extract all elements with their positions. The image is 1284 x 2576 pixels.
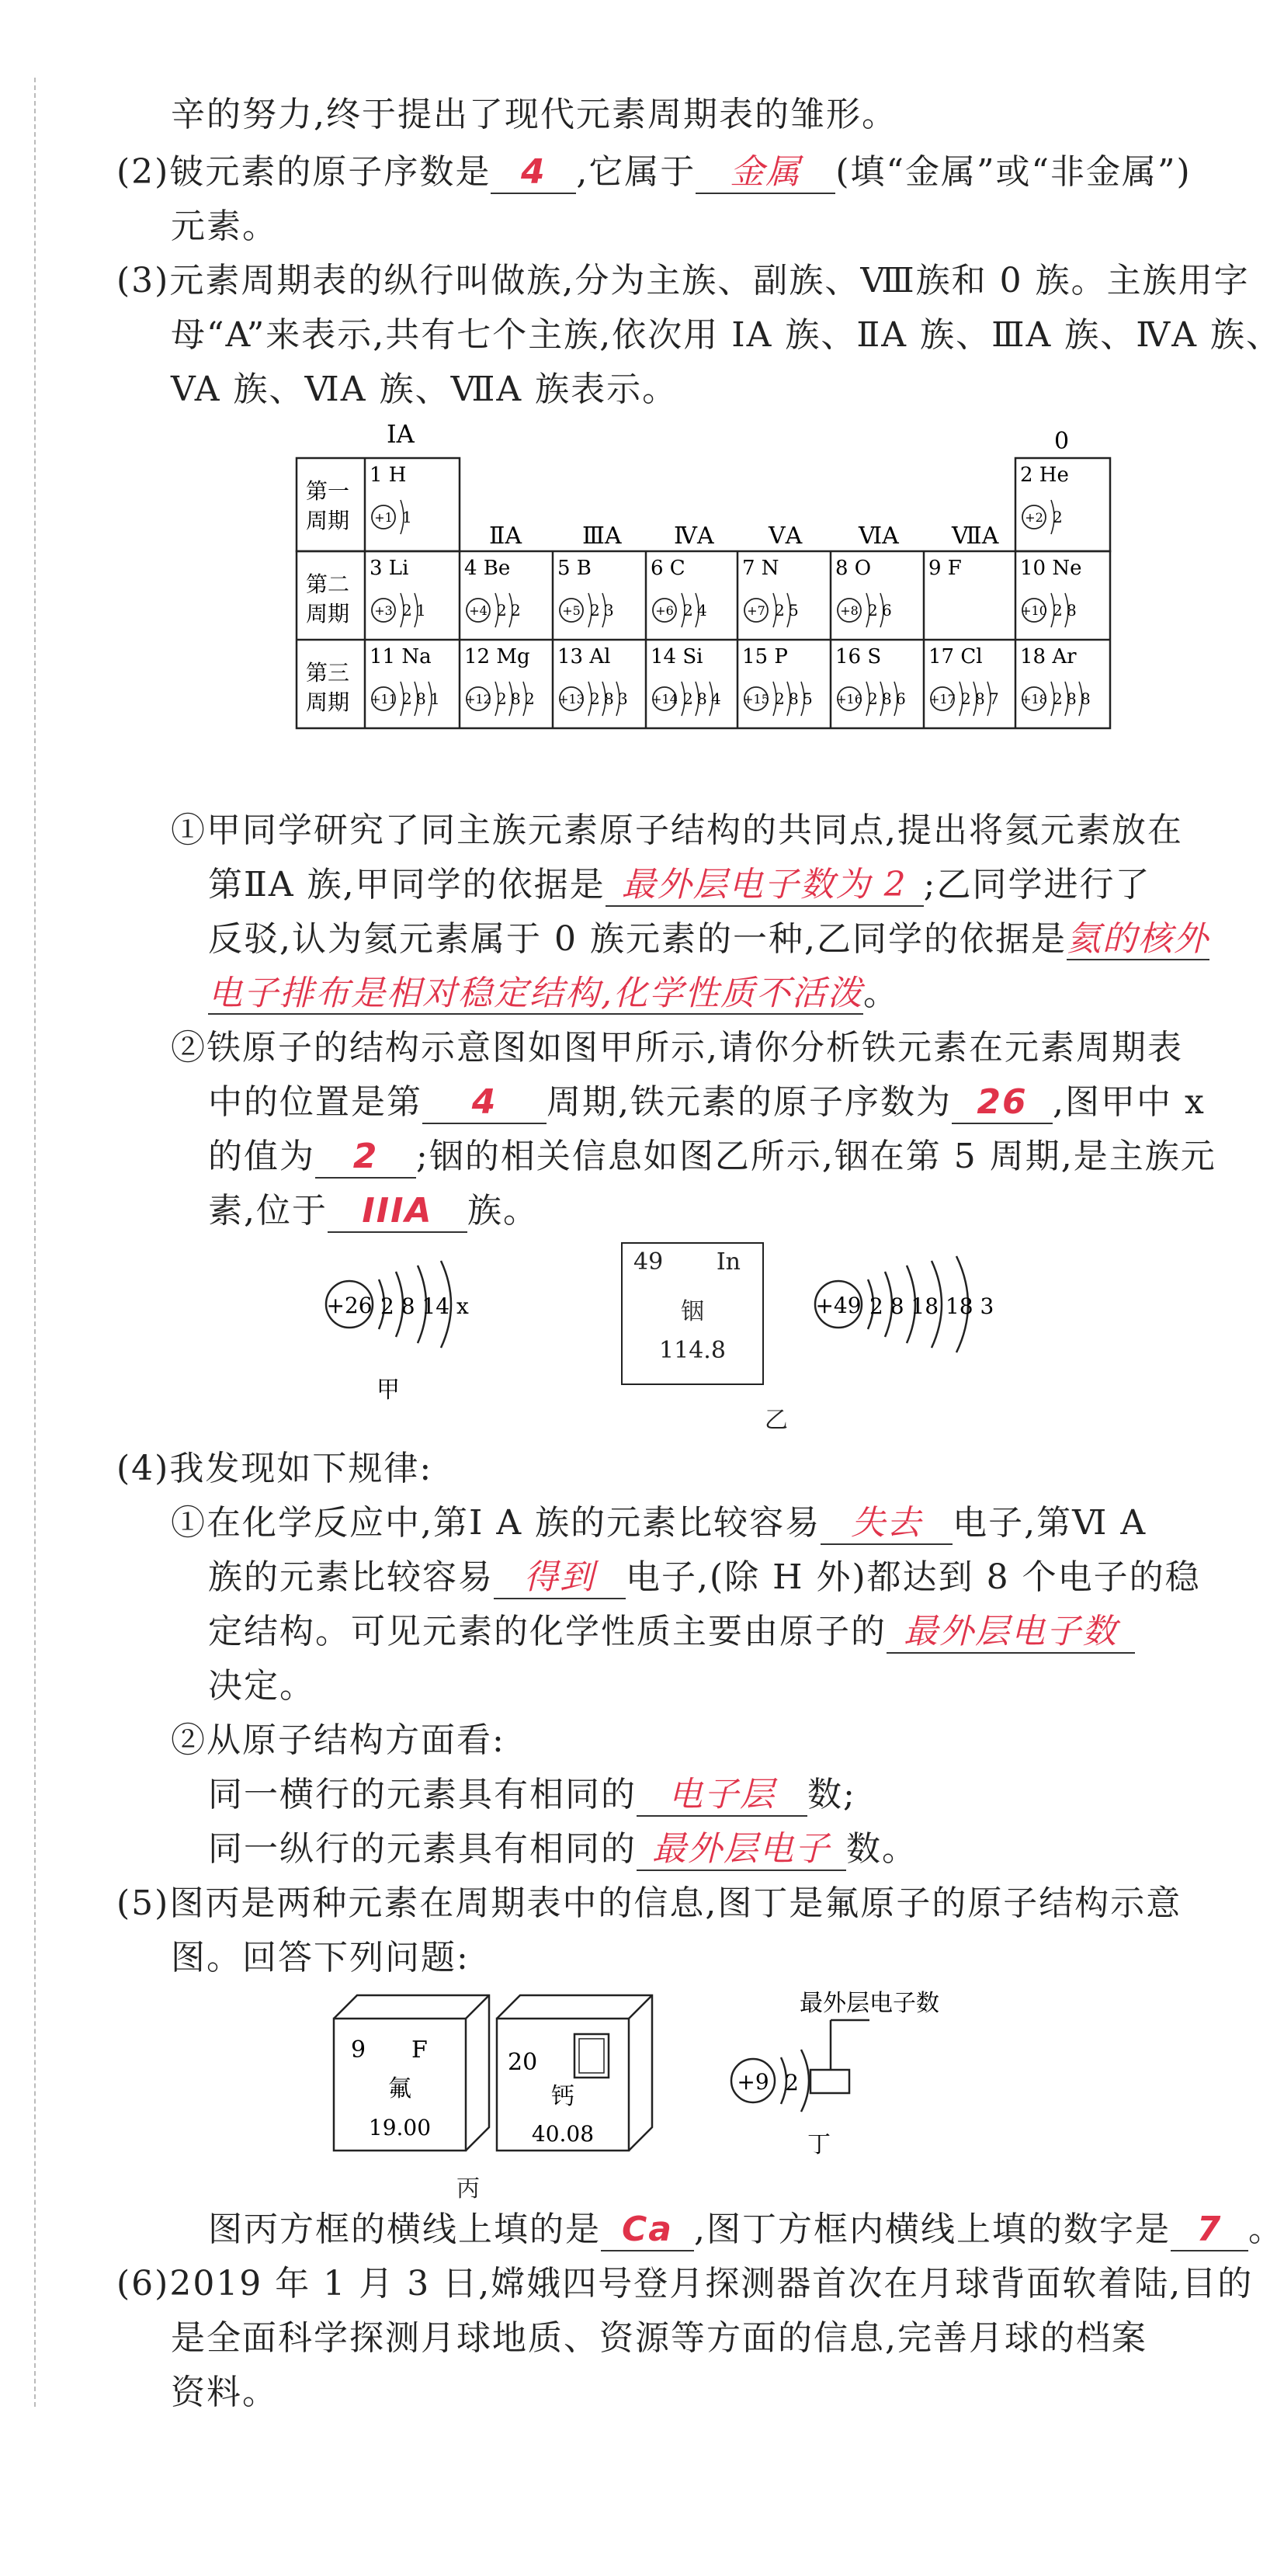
nucleus-charge: +15 — [743, 692, 769, 706]
nucleus-charge: +6 — [655, 603, 674, 618]
q3-2-text: ,图甲中 x — [1053, 1082, 1206, 1122]
shell-electron-count: 2 — [402, 689, 412, 708]
q5-number: (5) — [116, 1883, 170, 1923]
shell-electron-count: 8 — [882, 689, 892, 708]
shell-electron-count: 3 — [604, 601, 614, 620]
group-IIA-label: ⅡA — [489, 522, 522, 550]
shell-electron-count: 5 — [789, 601, 799, 620]
element-label: 13 Al — [557, 645, 611, 668]
element-label: 7 N — [742, 557, 779, 580]
q5-answer-line — [208, 2206, 1284, 2253]
nucleus-charge: +16 — [836, 692, 862, 706]
element-label: 17 Cl — [928, 645, 983, 668]
q3-1-answer-2a[interactable]: 氦的核外 — [1066, 919, 1209, 959]
q2-text: ,它属于 — [576, 152, 696, 192]
q5-answer-2[interactable]: 7 — [1171, 2210, 1248, 2251]
q4-1-line-4: 决定。 — [208, 1666, 315, 1706]
q3-line-2: 母“A”来表示,共有七个主族,依次用 IA 族、ⅡA 族、ⅢA 族、ⅣA 族、 — [171, 315, 1282, 355]
shell-electron-count: 8 — [789, 689, 799, 708]
q6-line-1: 2019 年 1 月 3 日,嫦娥四号登月探测器首次在月球背面软着陆,目的 — [169, 2264, 1254, 2303]
q3-2-line-2 — [208, 1079, 1206, 1126]
q2-answer-1[interactable]: 4 — [491, 152, 576, 194]
shell-electron-count: 8 — [1081, 689, 1091, 708]
q3-2-text: ;铟的相关信息如图乙所示,铟在第 5 周期,是主族元 — [416, 1137, 1216, 1176]
q3-1-text: 甲同学研究了同主族元素原子结构的共同点,提出将氦元素放在 — [206, 811, 1183, 850]
group-VIIA-label: ⅦA — [952, 522, 999, 550]
periodic-table — [295, 411, 1164, 738]
calcium-number: 20 — [508, 2049, 538, 2076]
q3-2-text: 中的位置是第 — [208, 1082, 422, 1122]
q3-2-text: 铁原子的结构示意图如图甲所示,请你分析铁元素在元素周期表 — [206, 1028, 1183, 1068]
shell-electron-count: 2 — [525, 689, 535, 708]
q4-1-answer-3[interactable]: 最外层电子数 — [887, 1612, 1135, 1654]
question-5 — [116, 1880, 1182, 1927]
period-1-b: 周期 — [306, 508, 350, 533]
q2-line-2: 元素。 — [171, 207, 278, 246]
shell-electron-count: 2 — [683, 601, 693, 620]
q3-2-answer-1[interactable]: 4 — [422, 1082, 547, 1124]
period-labels — [306, 478, 349, 715]
fluorine-symbol: F — [411, 2036, 428, 2064]
shell-electron-count: 8 — [416, 689, 426, 708]
q4-2-mark: ② — [171, 1720, 206, 1760]
element-label: 18 Ar — [1020, 645, 1077, 668]
nucleus-charge: +7 — [747, 603, 765, 618]
q3-line-1: 元素周期表的纵行叫做族,分为主族、副族、Ⅷ族和 0 族。主族用字 — [169, 261, 1250, 300]
element-label: 12 Mg — [464, 645, 530, 668]
q3-1-answer-1[interactable]: 最外层电子数为 2 — [606, 865, 924, 907]
shell-electron-count: 2 — [868, 601, 878, 620]
shell-electron-count: 2 — [1053, 601, 1063, 620]
q2-text: (填“金属”或“非金属”) — [835, 152, 1192, 192]
q4-1-text: 族的元素比较容易 — [208, 1557, 494, 1597]
nucleus-charge: +18 — [1021, 692, 1047, 706]
nucleus-charge: +1 — [374, 510, 393, 525]
q3-2-text: 的值为 — [208, 1137, 315, 1176]
q4-2-text: 数; — [807, 1775, 856, 1814]
element-label: 14 Si — [651, 645, 703, 668]
period-2-b: 周期 — [306, 601, 350, 627]
q4-title: 我发现如下规律: — [169, 1449, 433, 1488]
iron-shells: 2 8 14 x — [380, 1293, 469, 1319]
q5-text: 图丙方框的横线上填的是 — [208, 2210, 601, 2249]
shell-electron-count: 2 — [1053, 689, 1063, 708]
q4-1-mark: ① — [171, 1503, 206, 1543]
fluorine-mass: 19.00 — [368, 2115, 432, 2140]
element-label: 6 C — [651, 557, 685, 580]
fluorine-inner-shell: 2 — [785, 2070, 799, 2095]
q4-sub-1 — [171, 1500, 1147, 1547]
shell-electron-count: 2 — [497, 601, 507, 620]
shell-electron-count: 1 — [402, 508, 412, 526]
period-3-a: 第三 — [306, 660, 350, 686]
q3-2-text: 素,位于 — [208, 1191, 328, 1231]
indium-element-box — [621, 1242, 764, 1385]
q3-1-text: 第ⅡA 族,甲同学的依据是 — [208, 865, 606, 904]
nucleus-charge: +8 — [840, 603, 859, 618]
q3-line-3: VA 族、ⅥA 族、ⅦA 族表示。 — [171, 370, 678, 409]
q5-line-1: 图丙是两种元素在周期表中的信息,图丁是氟原子的原子结构示意 — [169, 1883, 1182, 1923]
group-VIA-label: ⅥA — [859, 522, 899, 550]
q3-1-line-4 — [208, 970, 899, 1017]
element-label: 4 Be — [464, 557, 511, 580]
element-label: 15 P — [742, 645, 788, 668]
question-4 — [116, 1446, 432, 1492]
q3-sub-1 — [171, 807, 1183, 854]
nucleus-charge: +3 — [374, 603, 393, 618]
nucleus-charge: +12 — [465, 692, 491, 706]
q3-2-answer-4[interactable]: IIIA — [328, 1191, 467, 1233]
q3-2-line-3 — [208, 1134, 1216, 1180]
element-cells — [370, 463, 1091, 716]
shell-electron-count: 6 — [896, 689, 906, 708]
outer-electron-label: 最外层电子数 — [800, 1990, 939, 2017]
q4-2-answer-2[interactable]: 最外层电子 — [637, 1829, 846, 1871]
q4-1-answer-1[interactable]: 失去 — [821, 1503, 953, 1545]
nucleus-charge: +4 — [469, 603, 488, 618]
nucleus-charge: +10 — [1021, 603, 1047, 618]
nucleus-charge: +2 — [1025, 510, 1043, 525]
indium-atom-diagram — [807, 1227, 1009, 1405]
calcium-name: 钙 — [551, 2083, 574, 2110]
calcium-mass: 40.08 — [531, 2121, 595, 2147]
fluorine-number: 9 — [351, 2036, 366, 2064]
shell-electron-count: 2 — [497, 689, 507, 708]
q3-1-mark: ① — [171, 811, 206, 850]
caption-jia: 甲 — [377, 1377, 400, 1404]
indium-mass: 114.8 — [659, 1337, 726, 1364]
element-label: 11 Na — [370, 645, 432, 668]
period-1-a: 第一 — [306, 478, 350, 504]
nucleus-charge: +13 — [558, 692, 585, 706]
element-label: 5 B — [557, 557, 592, 580]
q3-1-answer-2b[interactable]: 电子排布是相对稳定结构,化学性质不活泼 — [208, 974, 863, 1013]
binding-margin — [34, 78, 36, 2407]
q3-2-text: 族。 — [467, 1191, 539, 1231]
q4-number: (4) — [116, 1449, 170, 1488]
q4-sub-2 — [171, 1717, 505, 1764]
element-boxes-bing — [326, 1988, 683, 2166]
shell-electron-count: 2 — [775, 689, 785, 708]
q4-1-line-2 — [208, 1554, 1201, 1601]
group-labels — [489, 522, 999, 550]
q4-2-line-3 — [208, 1826, 918, 1873]
shell-electron-count: 6 — [882, 601, 892, 620]
shell-electron-count: 7 — [989, 689, 999, 708]
q2-text: 铍元素的原子序数是 — [169, 152, 491, 192]
element-label: 1 H — [370, 463, 407, 487]
element-label: 2 He — [1020, 463, 1069, 487]
fluorine-atom-diagram — [714, 1980, 1040, 2158]
caption-yi: 乙 — [765, 1407, 789, 1434]
indium-name: 铟 — [681, 1298, 704, 1325]
question-6 — [116, 2261, 1253, 2307]
shell-electron-count: 2 — [683, 689, 693, 708]
indium-shells: 2 8 18 18 3 — [869, 1293, 994, 1319]
shell-electron-count: 2 — [1053, 508, 1063, 526]
q4-1-answer-2[interactable]: 得到 — [494, 1557, 626, 1599]
nucleus-charge: +11 — [370, 692, 397, 706]
nucleus-charge: +17 — [929, 692, 956, 706]
group-0-label: 0 — [1054, 428, 1070, 455]
q5-text: 。 — [1248, 2210, 1284, 2249]
iron-atom-diagram — [311, 1227, 512, 1405]
q3-number: (3) — [116, 261, 170, 300]
q2-number: (2) — [116, 152, 170, 192]
indium-nucleus: +49 — [815, 1293, 862, 1318]
shell-electron-count: 8 — [1067, 689, 1077, 708]
shell-electron-count: 8 — [511, 689, 521, 708]
q3-1-text: 反驳,认为氦元素属于 0 族元素的一种,乙同学的依据是 — [208, 919, 1067, 959]
q4-2-text: 从原子结构方面看: — [206, 1720, 505, 1760]
indium-symbol: In — [716, 1248, 741, 1276]
shell-electron-count: 8 — [697, 689, 707, 708]
q2-answer-2[interactable]: 金属 — [696, 152, 835, 194]
shell-electron-count: 2 — [868, 689, 878, 708]
iron-nucleus: +26 — [326, 1293, 373, 1318]
shell-electron-count: 2 — [961, 689, 971, 708]
period-2-a: 第二 — [306, 571, 350, 597]
q3-2-text: 周期,铁元素的原子序数为 — [547, 1082, 952, 1122]
q4-2-answer-1[interactable]: 电子层 — [637, 1775, 807, 1817]
element-label: 8 O — [835, 557, 872, 580]
q4-1-text: 电子,第Ⅵ A — [953, 1503, 1147, 1543]
caption-bing: 丙 — [456, 2175, 481, 2203]
shell-electron-count: 3 — [618, 689, 628, 708]
shell-electron-count: 2 — [775, 601, 785, 620]
group-IA-label: ⅠA — [387, 419, 415, 449]
nucleus-charge: +14 — [651, 692, 678, 706]
caption-ding: 丁 — [807, 2131, 831, 2158]
q3-sub-2 — [171, 1025, 1183, 1071]
q3-1-text: 。 — [863, 974, 899, 1013]
q5-answer-1[interactable]: Ca — [601, 2210, 694, 2251]
element-label: 16 S — [835, 645, 882, 668]
q5-text: ,图丁方框内横线上填的数字是 — [694, 2210, 1171, 2249]
q4-1-text: 电子,(除 H 外)都达到 8 个电子的稳 — [626, 1557, 1201, 1597]
q3-2-answer-2[interactable]: 26 — [952, 1082, 1053, 1124]
q3-2-mark: ② — [171, 1028, 206, 1068]
q6-number: (6) — [116, 2264, 170, 2303]
q4-1-text: 在化学反应中,第Ⅰ A 族的元素比较容易 — [206, 1503, 821, 1543]
shell-electron-count: 5 — [803, 689, 813, 708]
q3-2-answer-3[interactable]: 2 — [315, 1137, 416, 1179]
q4-2-text: 同一横行的元素具有相同的 — [208, 1775, 637, 1814]
q3-1-text: ;乙同学进行了 — [923, 865, 1151, 904]
shell-electron-count: 4 — [697, 601, 707, 620]
q4-2-text: 数。 — [846, 1829, 918, 1869]
element-label: 10 Ne — [1020, 557, 1082, 580]
group-IVA-label: ⅣA — [674, 522, 714, 550]
question-2 — [116, 149, 1192, 196]
q4-1-line-3 — [208, 1609, 1135, 1655]
group-VA-label: ⅤA — [769, 522, 803, 550]
q6-line-3: 资料。 — [171, 2373, 278, 2412]
q3-1-line-2 — [208, 862, 1150, 908]
q4-1-text: 定结构。可见元素的化学性质主要由原子的 — [208, 1612, 887, 1651]
shell-electron-count: 2 — [590, 689, 600, 708]
shell-electron-count: 1 — [416, 601, 426, 620]
shell-electron-count: 8 — [975, 689, 985, 708]
group-IIIA-label: ⅢA — [582, 522, 622, 550]
shell-electron-count: 4 — [711, 689, 721, 708]
shell-electron-count: 2 — [511, 601, 521, 620]
shell-electron-count: 2 — [590, 601, 600, 620]
q5-line-2: 图。回答下列问题: — [171, 1938, 470, 1977]
indium-number: 49 — [633, 1248, 664, 1276]
shell-electron-count: 8 — [1067, 601, 1077, 620]
period-3-b: 周期 — [306, 689, 350, 715]
element-label: 9 F — [928, 557, 962, 580]
q4-2-text: 同一纵行的元素具有相同的 — [208, 1829, 637, 1869]
nucleus-charge: +5 — [562, 603, 581, 618]
shell-electron-count: 2 — [402, 601, 412, 620]
intro-line: 辛的努力,终于提出了现代元素周期表的雏形。 — [171, 95, 897, 134]
q6-line-2: 是全面科学探测月球地质、资源等方面的信息,完善月球的档案 — [171, 2318, 1147, 2358]
q4-2-line-2 — [208, 1772, 856, 1818]
fluorine-nucleus: +9 — [737, 2069, 769, 2095]
fluorine-name: 氟 — [388, 2075, 411, 2102]
question-3 — [116, 258, 1250, 304]
element-label: 3 Li — [370, 557, 409, 580]
q3-1-line-3 — [208, 916, 1209, 963]
shell-electron-count: 8 — [604, 689, 614, 708]
shell-electron-count: 1 — [430, 689, 440, 708]
